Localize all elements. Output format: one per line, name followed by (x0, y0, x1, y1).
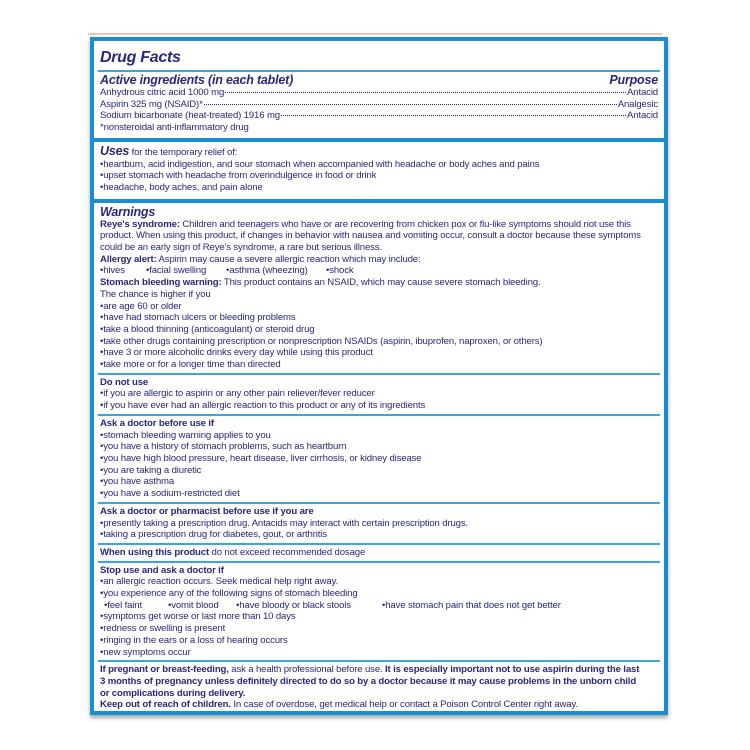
ask-doctor-section (98, 418, 660, 500)
reye-label: Reye's syndrome: (100, 218, 180, 230)
list-item: • stomach bleeding warning applies to you (100, 430, 658, 442)
allergy-list (100, 265, 658, 277)
ingredient-purpose: Antacid (627, 110, 658, 122)
list-item: • you are taking a diuretic (100, 465, 658, 477)
uses-intro: for the temporary relief of: (129, 146, 238, 158)
list-item: • taking a prescription drug for diabetes, gout, or arthritis (100, 529, 658, 541)
reye-text: product. When using this product, if changes in behavior with nausea and vomiting occur, consult a doctor because these symptoms (100, 230, 641, 242)
list-item: • asthma (wheezing) (226, 265, 326, 277)
leader-dots (204, 104, 617, 105)
divider (98, 543, 660, 545)
divider (98, 502, 660, 504)
list-item: • you have asthma (100, 476, 658, 488)
ask-pharmacist-section (98, 506, 660, 541)
list-item: • new symptoms occur (100, 647, 658, 659)
divider (98, 373, 660, 375)
title-section (98, 48, 660, 68)
reye-text: Children and teenagers who have or are recovering from chicken pox or flu-like symptoms should not use this (179, 218, 631, 230)
list-item: • hives (100, 265, 146, 277)
divider (98, 70, 660, 72)
purpose-heading: Purpose (609, 73, 658, 87)
stomach-label: Stomach bleeding warning: (100, 277, 222, 289)
when-using-section (98, 547, 660, 559)
list-item: • redness or swelling is present (100, 623, 658, 635)
list-item: • an allergic reaction occurs. Seek medical help right away. (100, 576, 658, 588)
when-using-heading: When using this product (100, 546, 210, 558)
divider (98, 414, 660, 416)
active-ingredients-heading: Active ingredients (in each tablet) (100, 73, 294, 87)
active-ingredients-section (98, 74, 660, 134)
warnings-section (98, 206, 660, 371)
ingredient-purpose: Analgesic (617, 98, 658, 110)
panel-title: Drug Facts (100, 49, 181, 66)
list-item: • if you are allergic to aspirin or any other pain reliever/fever reducer (100, 388, 658, 400)
pregnant-label: If pregnant or breast-feeding, (100, 664, 229, 676)
list-item: • take a blood thinning (anticoagulant) or steroid drug (100, 324, 658, 336)
list-item: • upset stomach with headache from overindulgence in food or drink (100, 170, 658, 182)
section-divider (94, 138, 664, 142)
reye-text: could be an early sign of Reye's syndrome, a rare but serious illness. (100, 242, 382, 254)
top-edge-line (88, 33, 662, 35)
ask-pharmacist-heading: Ask a doctor or pharmacist before use if you are (100, 505, 314, 517)
list-item: • symptoms get worse or last more than 10 days (100, 611, 658, 623)
pregnant-warning: It is especially important not to use aspirin during the last (385, 664, 640, 676)
uses-heading: Uses (100, 143, 130, 158)
list-item: • take more or for a longer time than directed (100, 359, 658, 371)
chance-text: The chance is higher if you (100, 288, 211, 300)
stomach-text: This product contains an NSAID, which may cause severe stomach bleeding. (221, 277, 541, 289)
list-item: • have stomach pain that does not get better (382, 600, 561, 612)
list-item: • you have a sodium-restricted diet (100, 488, 658, 500)
keep-out-text: In case of overdose, get medical help or contact a Poison Control Center right away. (230, 699, 578, 711)
uses-section (98, 145, 660, 194)
allergy-label: Allergy alert: (100, 253, 157, 265)
list-item: • take other drugs containing prescription or nonprescription NSAIDs (aspirin, ibuprofen, naproxen, or others) (100, 336, 658, 348)
list-item: • heartburn, acid indigestion, and sour stomach when accompanied with headache or body aches and pains (100, 159, 658, 171)
list-item: • have had stomach ulcers or bleeding problems (100, 312, 658, 324)
keep-out-label: Keep out of reach of children. (100, 699, 231, 711)
list-item: • headache, body aches, and pain alone (100, 182, 658, 194)
list-item: • vomit blood (168, 600, 236, 612)
divider (98, 561, 660, 563)
ingredient-name: Sodium bicarbonate (heat-treated) 1916 mg (100, 110, 280, 122)
leader-dots (225, 92, 626, 93)
list-item: • presently taking a prescription drug. Antacids may interact with certain prescription drugs. (100, 518, 658, 530)
pregnant-warning: or complications during delivery. (100, 687, 246, 699)
warnings-heading: Warnings (100, 204, 156, 219)
list-item: • if you have ever had an allergic reaction to this product or any of its ingredients (100, 400, 658, 412)
list-item: • have bloody or black stools (236, 600, 382, 612)
footnote: *nonsteroidal anti-inflammatory drug (100, 122, 249, 134)
list-item: • are age 60 or older (100, 301, 658, 313)
divider (98, 660, 660, 662)
bleeding-signs-list (100, 600, 658, 612)
leader-dots (281, 115, 626, 116)
drug-facts-panel (90, 37, 668, 715)
ingredient-row (100, 110, 658, 122)
ingredient-row (100, 87, 658, 99)
pregnant-text: ask a health professional before use. (228, 664, 386, 676)
do-not-use-section (98, 377, 660, 412)
list-item: • shock (326, 265, 354, 277)
when-using-text: do not exceed recommended dosage (209, 546, 366, 558)
list-item: • have 3 or more alcoholic drinks every day while using this product (100, 347, 658, 359)
allergy-text: Aspirin may cause a severe allergic reaction which may include: (156, 253, 421, 265)
list-item: • you experience any of the following signs of stomach bleeding (100, 588, 658, 600)
pregnancy-section (98, 664, 660, 711)
stop-use-heading: Stop use and ask a doctor if (100, 564, 224, 576)
stop-use-section (98, 565, 660, 659)
list-item: • you have high blood pressure, heart disease, liver cirrhosis, or kidney disease (100, 453, 658, 465)
ask-doctor-heading: Ask a doctor before use if (100, 417, 214, 429)
ingredient-row (100, 99, 658, 111)
ingredient-purpose: Antacid (627, 87, 658, 98)
ingredient-name: Anhydrous citric acid 1000 mg (100, 87, 225, 98)
ingredient-name: Aspirin 325 mg (NSAID)* (100, 98, 203, 110)
list-item: • you have a history of stomach problems, such as heartburn (100, 441, 658, 453)
do-not-use-heading: Do not use (100, 376, 149, 388)
list-item: • facial swelling (146, 265, 226, 277)
list-item: • feel faint (104, 600, 168, 612)
pregnant-warning: 3 months of pregnancy unless definitely directed to do so by a doctor because it may cause problems in the unborn child (100, 675, 637, 687)
list-item: • ringing in the ears or a loss of hearing occurs (100, 635, 658, 647)
section-divider (94, 199, 664, 203)
